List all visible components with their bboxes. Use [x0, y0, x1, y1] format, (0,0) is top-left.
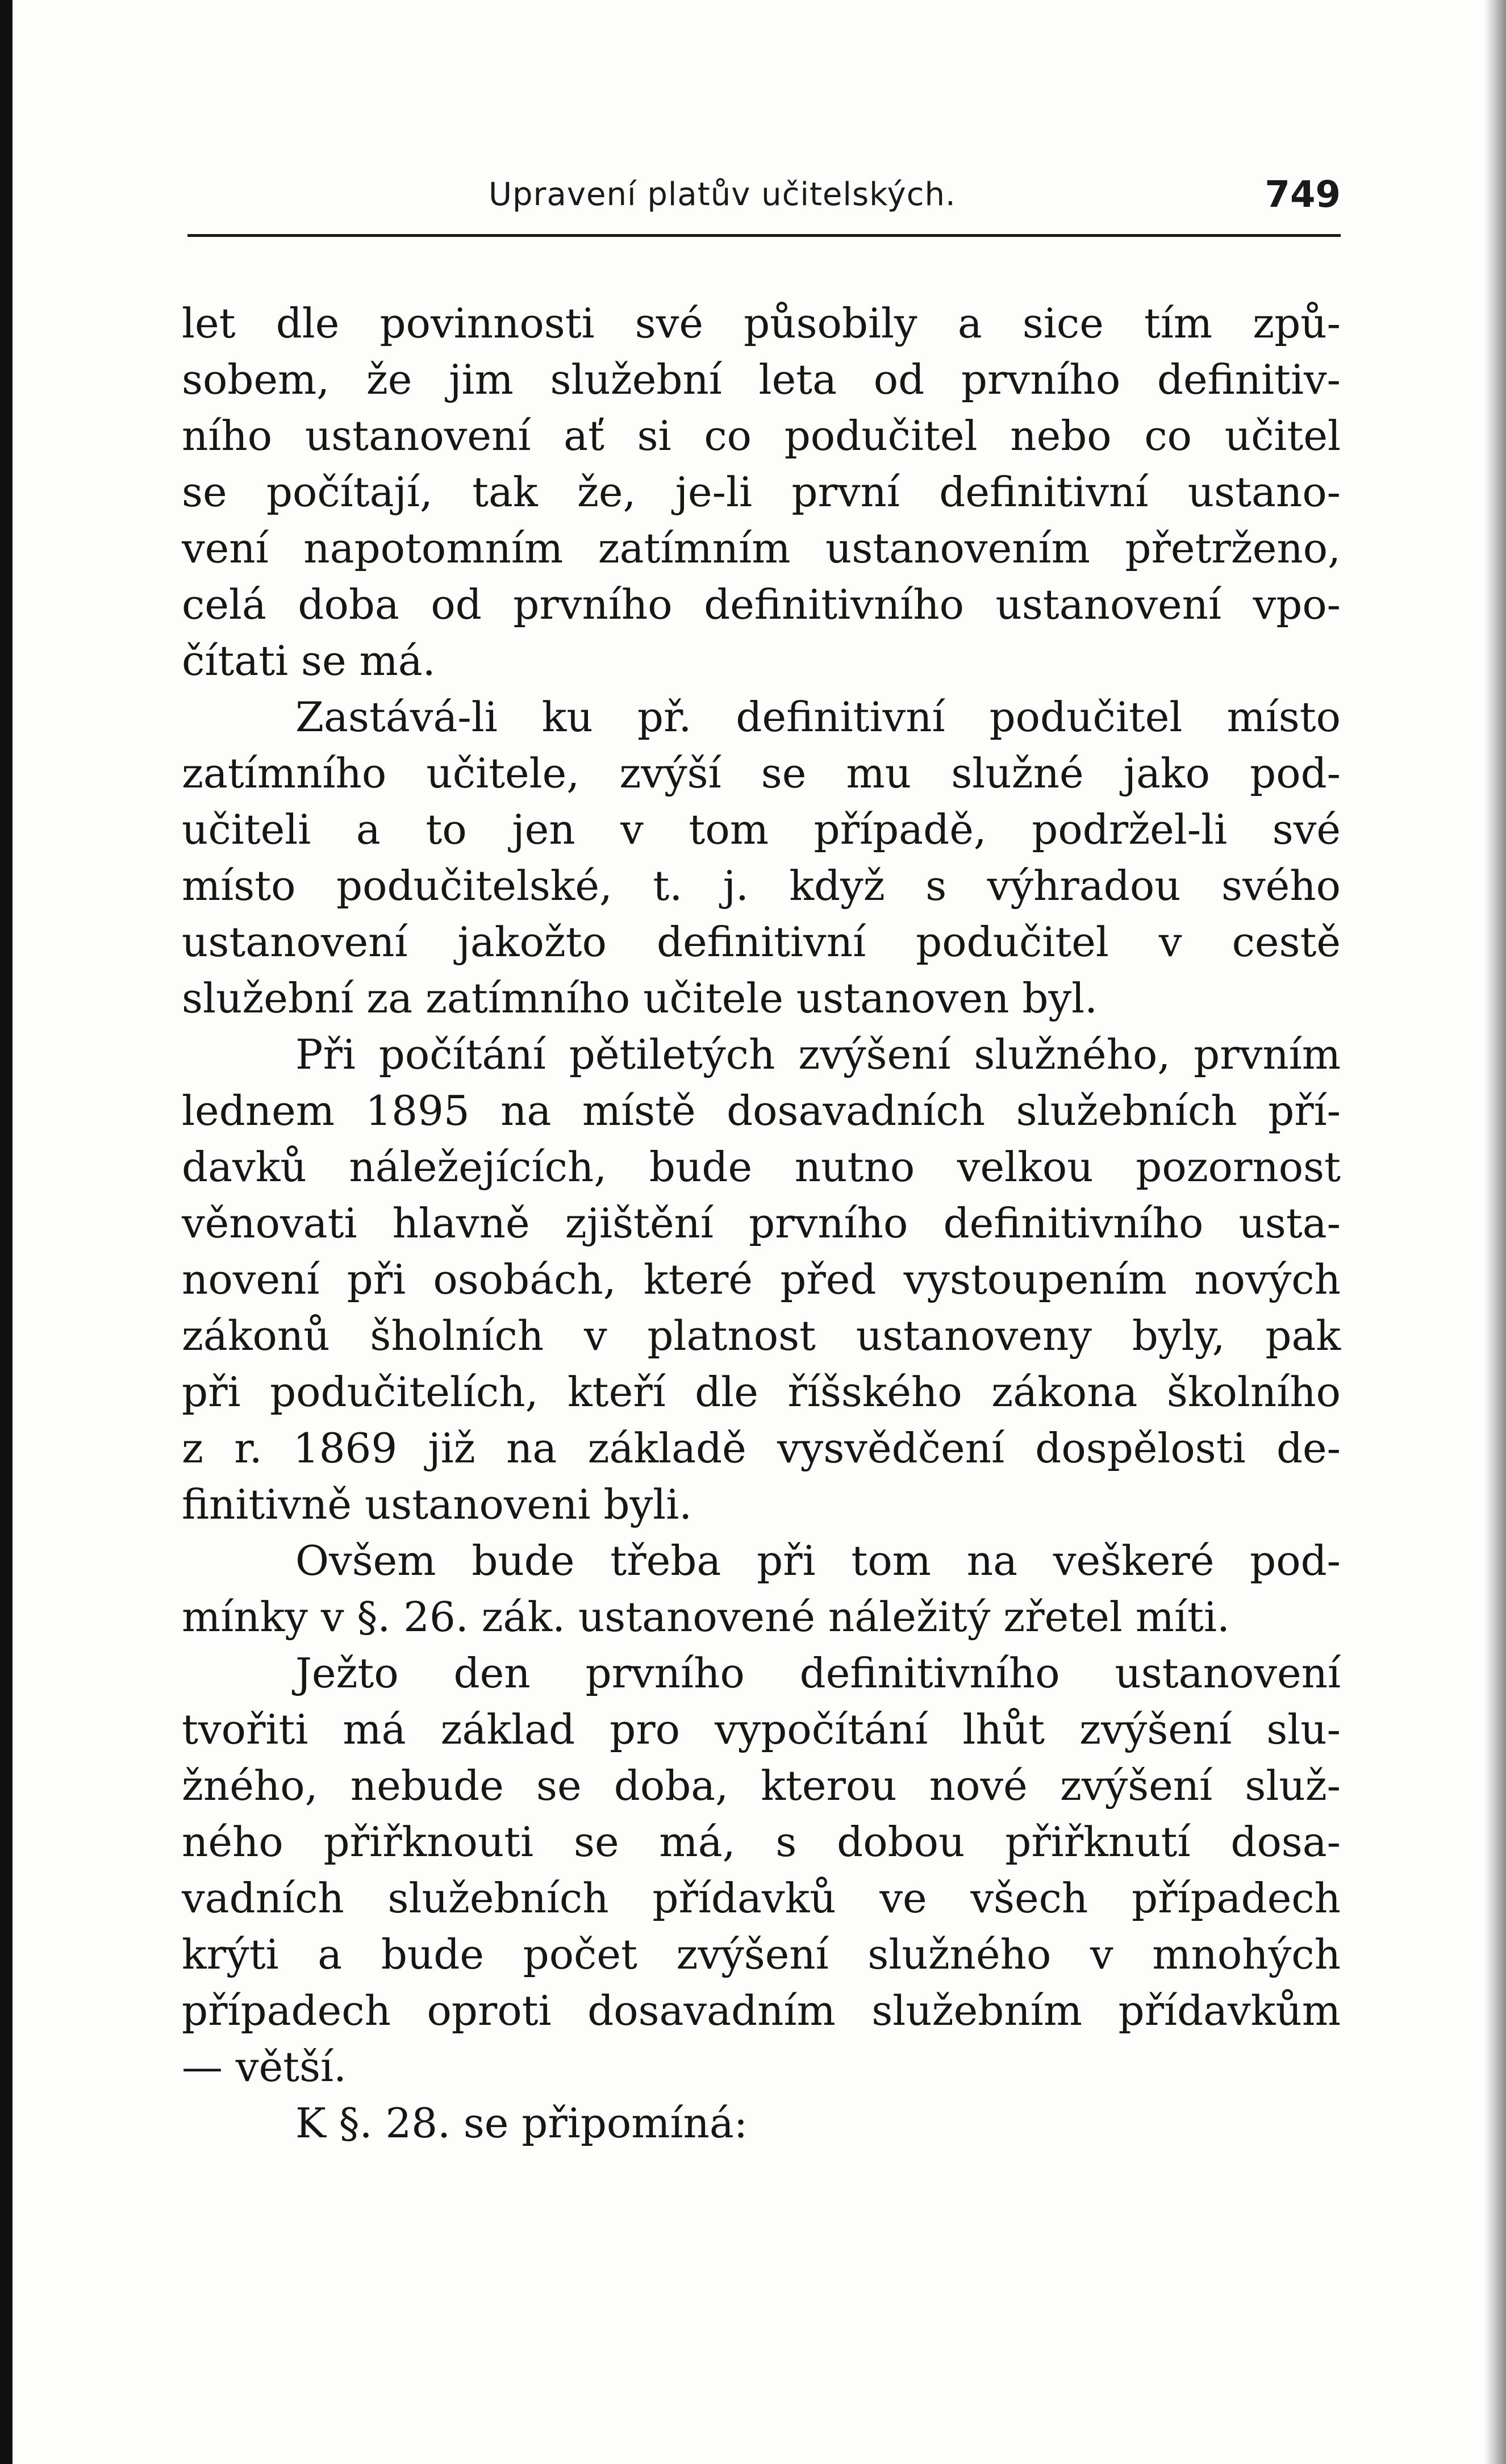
text-line: věnovati hlavně zjištění prvního definitivního usta- [182, 1199, 1341, 1247]
text-line: novení při osobách, které před vystoupením nových [182, 1256, 1341, 1303]
text-line: vadních služebních přídavků ve všech případech [182, 1874, 1341, 1922]
text-line: z r. 1869 již na základě vysvědčení dospělosti de- [182, 1424, 1341, 1472]
running-title: Upravení platův učitelských. [489, 176, 956, 213]
text-line: zákonů šholních v platnost ustanoveny byly, pak [182, 1312, 1341, 1360]
running-header [187, 159, 1341, 222]
paragraph [182, 1645, 1341, 2095]
paragraph [182, 2095, 1341, 2152]
text-line: krýti a bude počet zvýšení služného v mnohých [182, 1931, 1341, 1978]
text-line: služební za zatímního učitele ustanoven byl. [182, 974, 1098, 1022]
text-line: Při počítání pětiletých zvýšení služného, prvním [295, 1031, 1341, 1078]
body-text [182, 295, 1341, 2152]
text-line: ustanovení jakožto definitivní podučitel v cestě [182, 918, 1341, 966]
text-line: let dle povinnosti své působily a sice tím způ- [182, 299, 1341, 347]
text-line: žného, nebude se doba, kterou nové zvýšení služ- [182, 1762, 1341, 1810]
header-rule [187, 234, 1341, 237]
text-line: — větší. [182, 2043, 347, 2091]
text-line: ného přiřknouti se má, s dobou přiřknutí dosa- [182, 1818, 1341, 1866]
paragraph [182, 1533, 1341, 1645]
text-line: vení napotomním zatímním ustanovením přetrženo, [182, 524, 1341, 572]
text-line: Ježto den prvního definitivního ustanovení [295, 1649, 1341, 1697]
text-line: při podučitelích, kteří dle říšského zákona školního [182, 1368, 1341, 1416]
text-line: K §. 28. se připomíná: [295, 2099, 748, 2147]
text-line: zatímního učitele, zvýší se mu služné jako pod- [182, 749, 1341, 797]
page-number: 749 [1265, 174, 1341, 216]
text-line: davků náležejících, bude nutno velkou pozornost [182, 1143, 1341, 1191]
paragraph [182, 689, 1341, 1027]
text-line: lednem 1895 na místě dosavadních služebních pří- [182, 1087, 1341, 1135]
text-line: případech oproti dosavadním služebním přídavkům [182, 1987, 1341, 2034]
paragraph [182, 295, 1341, 689]
text-line: sobem, že jim služební leta od prvního definitiv- [182, 356, 1341, 403]
text-line: čítati se má. [182, 637, 436, 685]
paragraph [182, 1027, 1341, 1533]
text-line: ního ustanovení ať si co podučitel nebo co učitel [182, 412, 1341, 460]
text-line: místo podučitelské, t. j. když s výhradou svého [182, 862, 1341, 910]
text-line: finitivně ustanoveni byli. [182, 1481, 692, 1528]
text-line: Ovšem bude třeba při tom na veškeré pod- [295, 1537, 1341, 1585]
text-line: Zastává-li ku př. definitivní podučitel místo [295, 693, 1341, 741]
text-line: učiteli a to jen v tom případě, podržel-li své [182, 806, 1341, 853]
scan-left-edge [0, 0, 12, 2464]
text-line: mínky v §. 26. zák. ustanovené náležitý zřetel míti. [182, 1593, 1230, 1641]
text-line: tvořiti má základ pro vypočítání lhůt zvýšení slu- [182, 1706, 1341, 1753]
text-line: se počítají, tak že, je-li první definitivní ustano- [182, 468, 1341, 516]
text-line: celá doba od prvního definitivního ustanovení vpo- [182, 581, 1341, 628]
scan-right-edge [1483, 0, 1506, 2464]
